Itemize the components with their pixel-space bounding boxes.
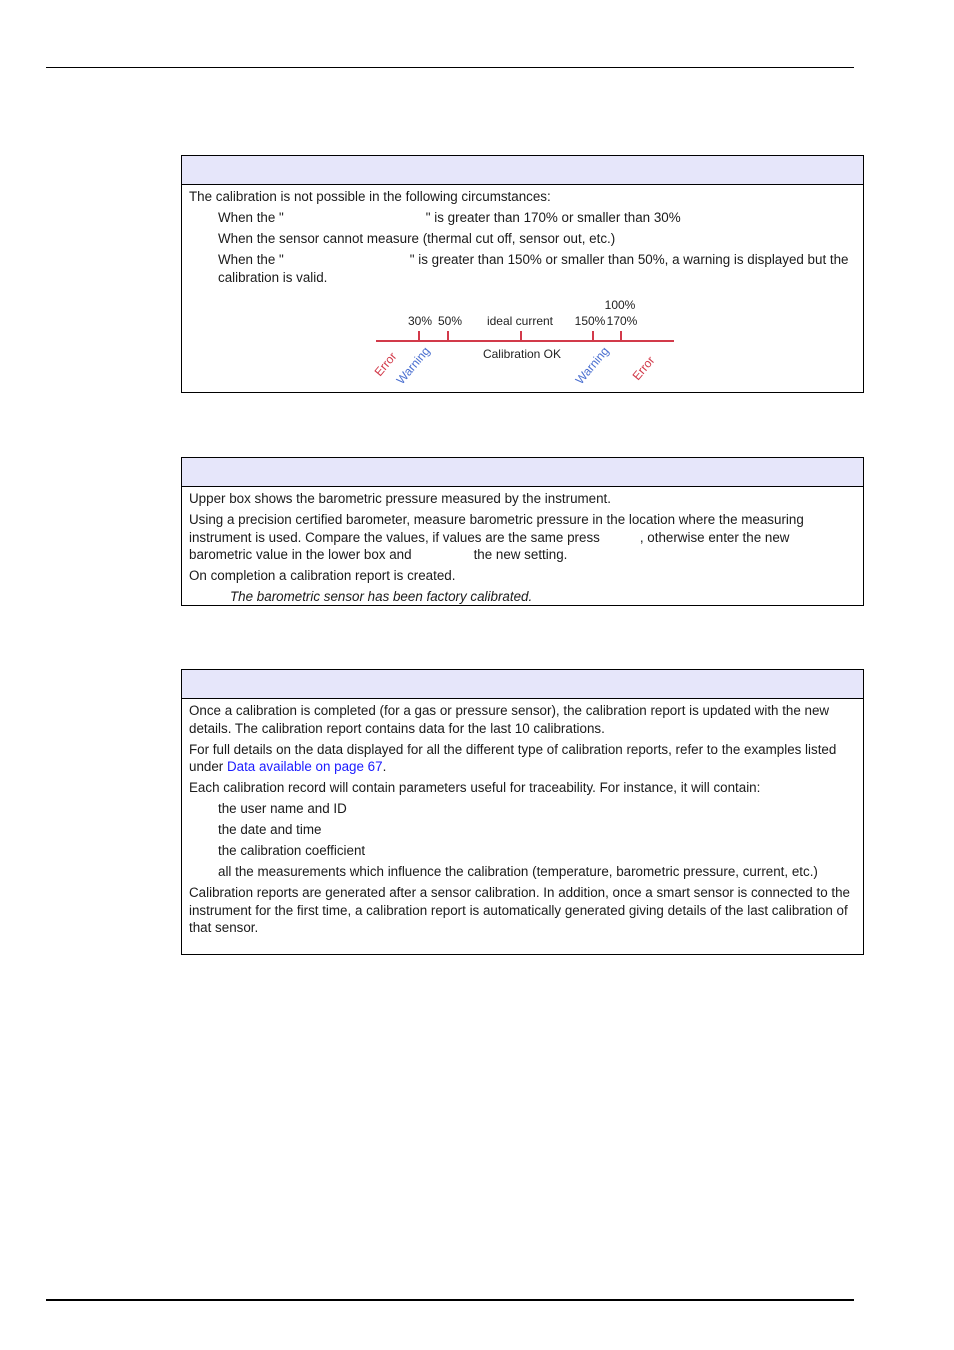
- calibration-range-diagram: [372, 299, 692, 389]
- data-available-link[interactable]: Data available on page 67: [226, 759, 383, 774]
- tick-label-170: 170%: [606, 314, 638, 328]
- box-body: [182, 699, 863, 944]
- paragraph: Once a calibration is completed (for a gas or pressure sensor), the calibration report is updated with the new details. The calibration report contains data for the last 10 calibrations.: [189, 703, 830, 736]
- calibration-limits-box: [181, 155, 864, 393]
- box-body: [182, 185, 863, 294]
- paragraph: Upper box shows the barometric pressure measured by the instrument.: [189, 491, 612, 506]
- list-item: all the measurements which influence the calibration (temperature, barometric pressure, current, etc.): [218, 864, 818, 879]
- tick-label-50: 50%: [437, 314, 463, 328]
- list-item: When the sensor cannot measure (thermal cut off, sensor out, etc.): [218, 231, 616, 246]
- zone-label-error-left: Error: [372, 349, 400, 379]
- paragraph: On completion a calibration report is created.: [189, 568, 456, 583]
- tick-sublabel-ideal: ideal current: [486, 314, 554, 328]
- zone-label-ok: Calibration OK: [482, 347, 562, 361]
- box-header: [182, 670, 863, 699]
- list-item: When the " " is greater than 170% or smaller than 30%: [218, 210, 681, 225]
- paragraph: For full details on the data displayed for all the different type of calibration reports, refer to the examples listed under Data available on page 67.: [189, 741, 837, 774]
- paragraph: Using a precision certified barometer, measure barometric pressure in the location where the measuring instrument is used. Compare the values, if values are the same press , otherwise enter the new barometric value in the lower box and the new setting.: [189, 512, 804, 562]
- footer-rule: [46, 1299, 854, 1301]
- intro-text: The calibration is not possible in the following circumstances:: [189, 189, 551, 204]
- box-header: [182, 156, 863, 185]
- tick-label-100: 100%: [604, 299, 636, 312]
- zone-label-warning-left: Warning: [393, 344, 433, 387]
- zone-label-error-right: Error: [629, 353, 658, 383]
- paragraph: Calibration reports are generated after a sensor calibration. In addition, once a smart sensor is connected to the instrument for the first time, a calibration report is automatically generated giving details of the last calibration of that sensor.: [189, 885, 850, 935]
- tick-label-30: 30%: [407, 314, 433, 328]
- tick-label-150: 150%: [574, 314, 606, 328]
- list-item: the calibration coefficient: [218, 843, 366, 858]
- zone-label-warning-right: Warning: [572, 344, 612, 387]
- calibration-report-box: [181, 669, 864, 955]
- range-line: [376, 331, 674, 341]
- header-rule: [46, 67, 854, 68]
- note-text: The barometric sensor has been factory calibrated.: [230, 589, 533, 604]
- paragraph: Each calibration record will contain parameters useful for traceability. For instance, it will contain:: [189, 780, 761, 795]
- list-item: When the " " is greater than 150% or smaller than 50%, a warning is displayed but the calibration is valid.: [218, 252, 849, 285]
- box-header: [182, 458, 863, 487]
- list-item: the user name and ID: [218, 801, 347, 816]
- box-body: [182, 487, 863, 613]
- barometric-pressure-box: [181, 457, 864, 606]
- list-item: the date and time: [218, 822, 322, 837]
